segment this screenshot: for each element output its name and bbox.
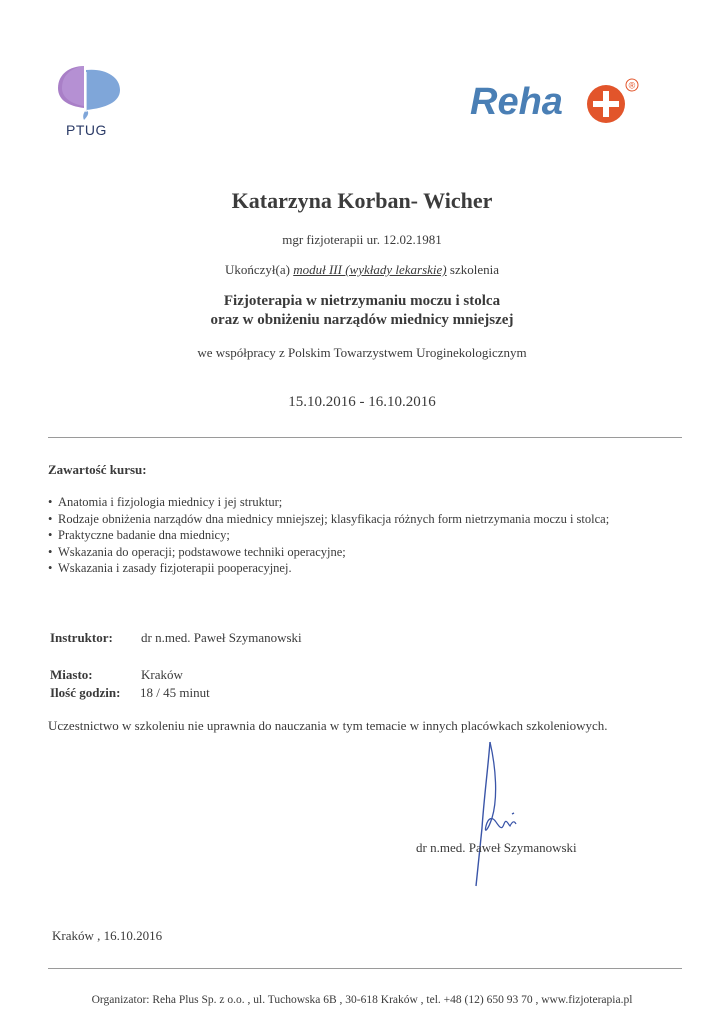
list-item: • Wskazania i zasady fizjoterapii pooperacyjnej. [48, 560, 678, 577]
instructor-label: Instruktor: [50, 630, 113, 645]
reha-plus-logo [468, 74, 648, 130]
completion-prefix: Ukończył(a) [225, 262, 290, 277]
completion-line [0, 262, 724, 278]
disclaimer: Uczestnictwo w szkoleniu nie uprawnia do nauczania w tym temacie w innych placówkach szkoleniowych. [48, 718, 608, 733]
course-dates: 15.10.2016 - 16.10.2016 [288, 394, 436, 410]
cooperation-line: we współpracy z Polskim Towarzystwem Uroginekologicznym [197, 345, 527, 360]
completion-module: moduł III (wykłady lekarskie) [293, 262, 447, 277]
organizer-footer: Organizator: Reha Plus Sp. z o.o. , ul. Tuchowska 6B , 30-618 Kraków , tel. +48 (12) 650 93 70 , www.fizjoterapia.pl [91, 994, 633, 1006]
reha-logo-text: Reha [470, 81, 563, 123]
divider-bottom [48, 968, 682, 969]
course-title [0, 292, 724, 330]
contents-list [48, 494, 678, 577]
list-item: • Wskazania do operacji; podstawowe techniki operacyjne; [48, 544, 678, 561]
place-and-date: Kraków , 16.10.2016 [52, 928, 163, 943]
participant-degree: mgr fizjoterapii ur. 12.02.1981 [282, 232, 442, 247]
course-title-line-1: Fizjoterapia w nietrzymaniu moczu i stolca [223, 293, 501, 309]
list-item: • Rodzaje obniżenia narządów dna miednicy mniejszej; klasyfikacja różnych form nietrzymania moczu i stolca; [48, 511, 678, 528]
registered-mark: ® [628, 80, 636, 91]
course-title-line-2: oraz w obniżeniu narządów miednicy mniejszej [210, 312, 514, 328]
contents-heading: Zawartość kursu: [48, 462, 147, 477]
completion-suffix: szkolenia [449, 262, 499, 277]
hours-label: Ilość godzin: [50, 685, 121, 700]
city-value: Kraków [141, 667, 183, 682]
signature [462, 738, 532, 888]
instructor-value: dr n.med. Paweł Szymanowski [141, 630, 302, 645]
signer-name: dr n.med. Paweł Szymanowski [416, 840, 577, 855]
hours-value: 18 / 45 minut [140, 685, 210, 700]
list-item: • Praktyczne badanie dna miednicy; [48, 527, 678, 544]
list-item: • Anatomia i fizjologia miednicy i jej struktur; [48, 494, 678, 511]
city-label: Miasto: [50, 667, 93, 682]
participant-name: Katarzyna Korban- Wicher [231, 188, 493, 213]
ptug-logo-text: PTUG [66, 122, 107, 138]
divider-top [48, 437, 682, 438]
